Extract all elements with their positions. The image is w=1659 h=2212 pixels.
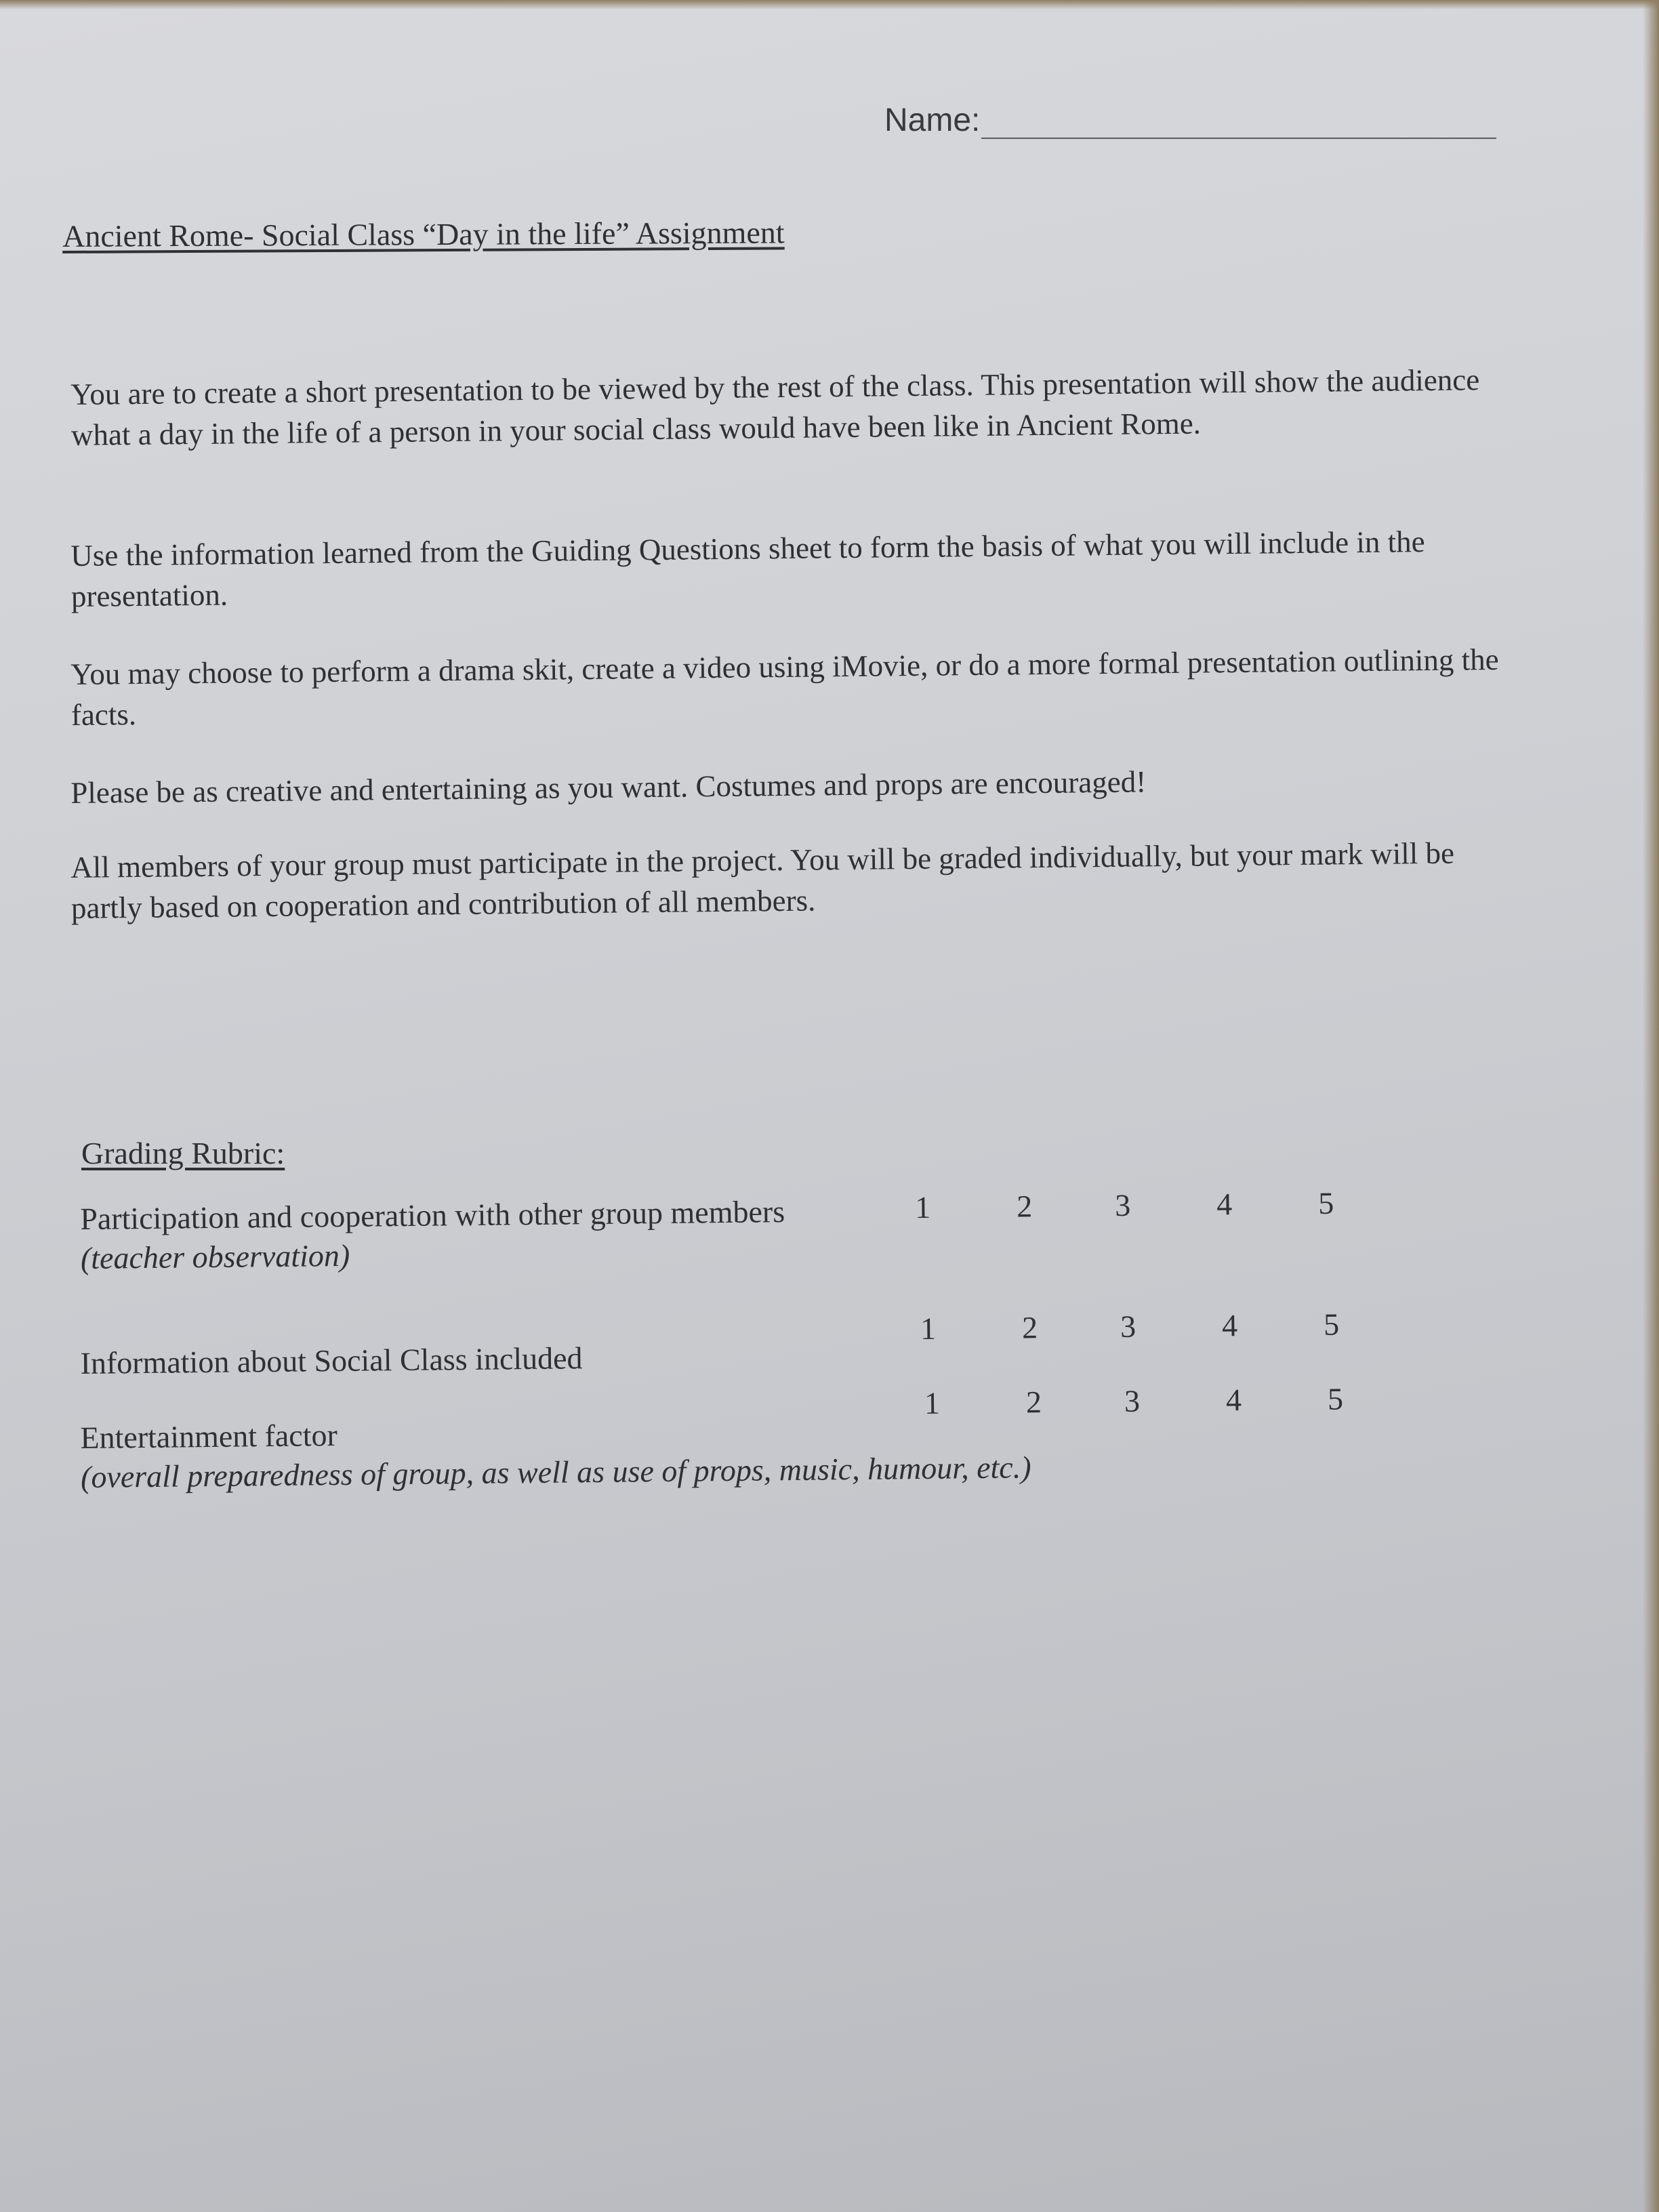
paragraph-5: All members of your group must participate in the project. You will be graded individually, but your mark will be partly based on cooperation and contribution of all members. — [70, 836, 1455, 925]
score-5: 5 — [1323, 1307, 1340, 1342]
rubric-row-entertainment — [80, 1381, 1436, 1497]
score-4: 4 — [1216, 1187, 1233, 1222]
rubric-row-information — [80, 1307, 1436, 1383]
score-3: 3 — [1120, 1309, 1136, 1344]
name-field — [884, 102, 1496, 139]
score-5: 5 — [1327, 1381, 1344, 1416]
paragraph-3: You may choose to perform a drama skit, create a video using iMovie, or do a more formal presentation outlining the facts. — [70, 642, 1499, 732]
paragraph-1: You are to create a short presentation to be viewed by the rest of the class. This presentation will show the audience what a day in the life of a person in your social class would have been like in Ancient Rome. — [70, 363, 1480, 452]
paragraph-4: Please be as creative and entertaining as you want. Costumes and props are encouraged! — [70, 764, 1147, 810]
score-1: 1 — [920, 1311, 937, 1347]
score-1: 1 — [914, 1189, 931, 1225]
criterion-name: Entertainment factor — [80, 1418, 338, 1455]
score-2: 2 — [1021, 1310, 1038, 1345]
criterion-name: Participation and cooperation with other group members — [80, 1194, 785, 1236]
score-4: 4 — [1221, 1308, 1238, 1343]
table-surface-top — [0, 0, 1659, 9]
score-5: 5 — [1317, 1185, 1334, 1221]
rubric-heading: Grading Rubric: — [81, 1136, 285, 1170]
score-3: 3 — [1114, 1187, 1131, 1223]
paragraph-2: Use the information learned from the Guiding Questions sheet to form the basis of what you will include in the presentation. — [70, 525, 1425, 613]
rubric-row-participation — [80, 1185, 1436, 1278]
assignment-title: Ancient Rome- Social Class “Day in the life” Assignment — [62, 215, 785, 253]
table-surface-right — [1643, 0, 1659, 2212]
score-2: 2 — [1025, 1385, 1042, 1420]
criterion-name: Information about Social Class included — [80, 1340, 583, 1380]
name-label: Name: — [884, 102, 981, 138]
name-blank-line — [981, 102, 1496, 139]
score-1: 1 — [924, 1385, 941, 1420]
score-3: 3 — [1124, 1383, 1141, 1418]
criterion-note: (overall preparedness of group, as well as use of props, music, humour, etc.) — [80, 1450, 1031, 1494]
criterion-note: (teacher observation) — [80, 1237, 350, 1275]
score-4: 4 — [1225, 1382, 1242, 1418]
score-2: 2 — [1016, 1189, 1033, 1224]
